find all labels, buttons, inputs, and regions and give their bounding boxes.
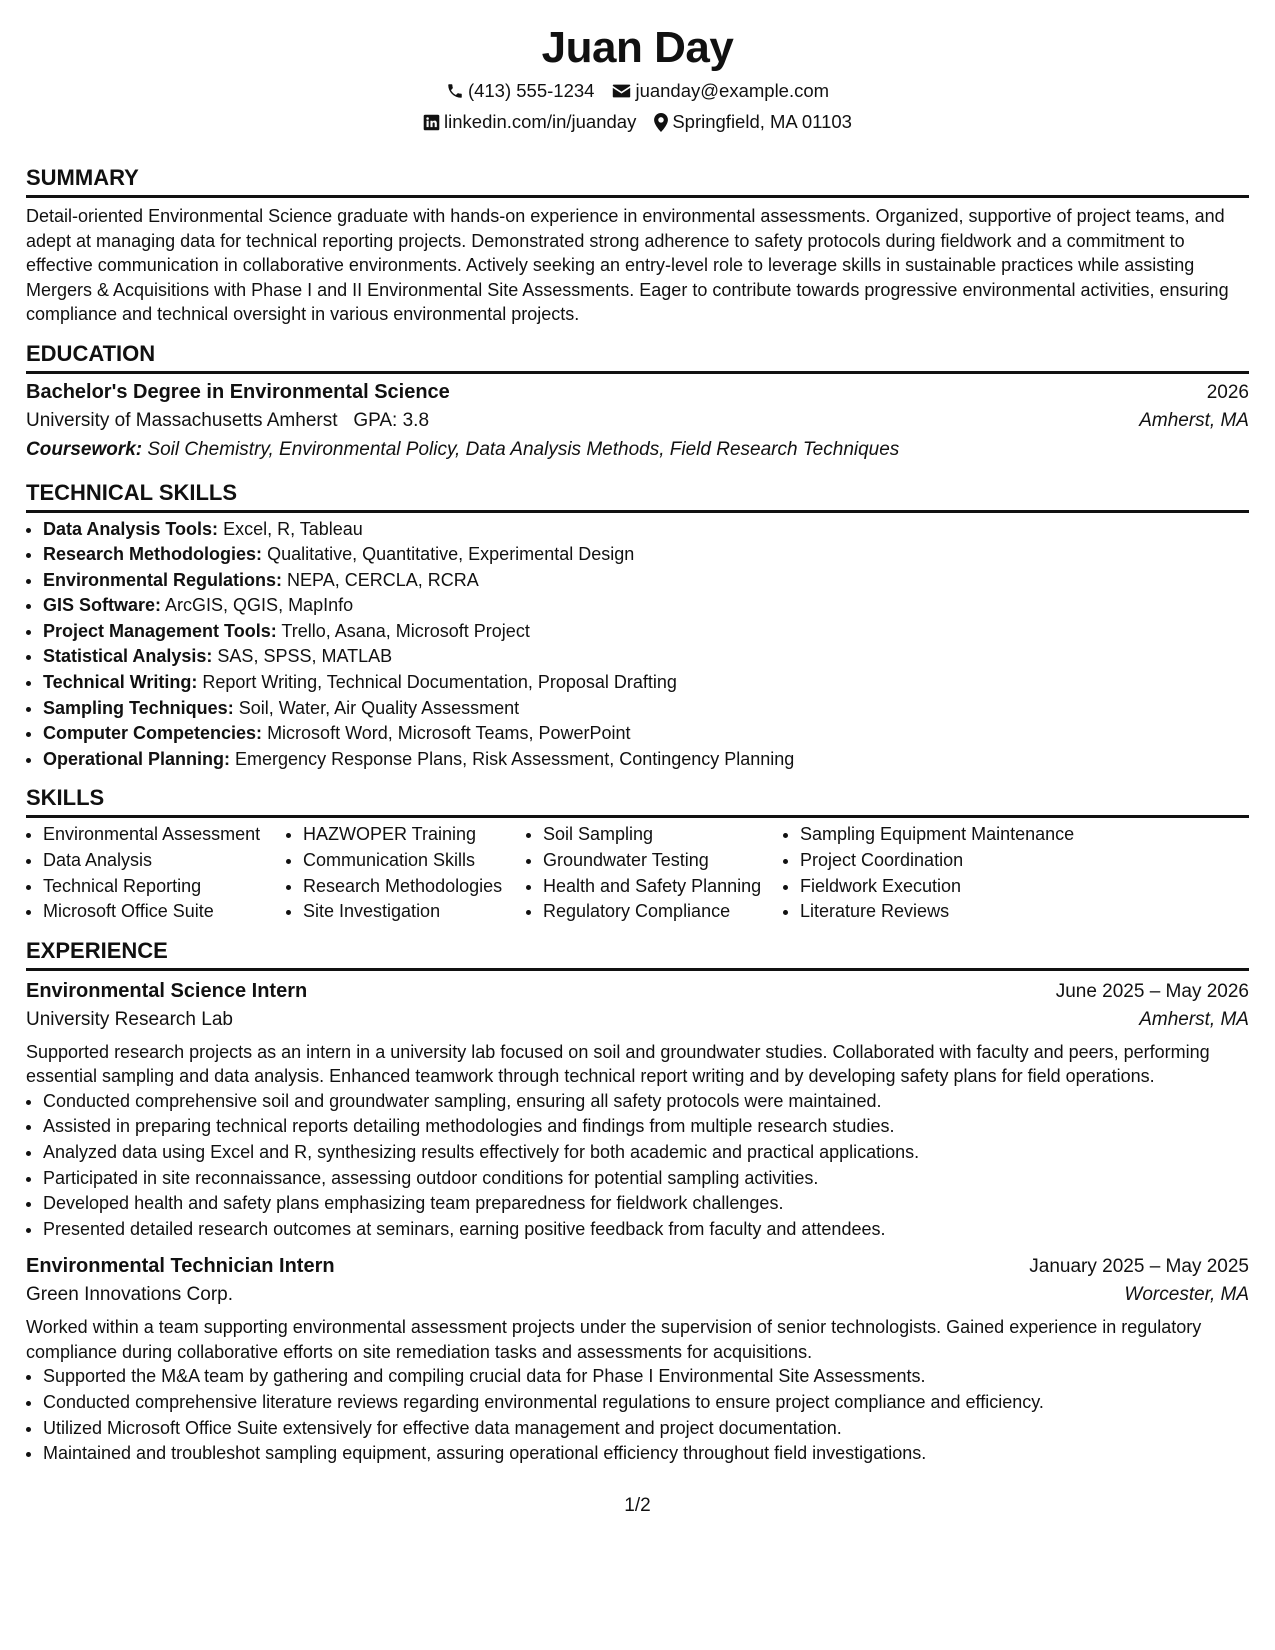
skill-values: Excel, R, Tableau: [223, 518, 363, 539]
list-item: • Supported the M&A team by gathering and compiling crucial data for Phase I Environmental Site Assessments.: [43, 1364, 1249, 1390]
experience-section: [26, 937, 1249, 1467]
section-title-technical-skills: TECHNICAL SKILLS: [26, 479, 1249, 513]
technical-skills-list: [26, 517, 1249, 773]
section-title-education: EDUCATION: [26, 340, 1249, 374]
list-item: [43, 619, 1249, 645]
list-item: [43, 696, 1249, 722]
contact-location: [654, 110, 852, 134]
skill-values: ArcGIS, QGIS, MapInfo: [165, 595, 354, 616]
list-item: • Conducted comprehensive literature reviews regarding environmental regulations to ensure project compliance and efficiency.: [43, 1390, 1249, 1416]
skill-category: Data Analysis Tools:: [43, 518, 219, 539]
email-link[interactable]: juanday@example.com: [635, 80, 830, 101]
list-item: • Regulatory Compliance: [543, 899, 783, 925]
job-company: Green Innovations Corp.: [26, 1284, 234, 1306]
list-item: • Developed health and safety plans emphasizing team preparedness for fieldwork challenges.: [43, 1191, 1249, 1217]
list-item: • Communication Skills: [303, 848, 526, 874]
contact-email[interactable]: [612, 79, 829, 103]
list-item: [43, 721, 1249, 747]
section-title-skills: SKILLS: [26, 784, 1249, 818]
list-item: [43, 568, 1249, 594]
list-item: • Technical Reporting: [43, 874, 286, 900]
contact-linkedin[interactable]: [423, 110, 636, 134]
job-company-row: [26, 1006, 1249, 1034]
candidate-name: Juan Day: [541, 23, 734, 72]
list-item: • Participated in site reconnaissance, assessing outdoor conditions for potential sampling activities.: [43, 1166, 1249, 1192]
job-summary: Worked within a team supporting environmental assessment projects under the supervision of senior technologists. Gained experience in regulatory compliance during collaborative efforts on site remediation tasks and assessments for acquisitions.: [26, 1317, 1202, 1362]
list-item: • Groundwater Testing: [543, 848, 783, 874]
skill-category: GIS Software:: [43, 595, 162, 616]
job-entry: [26, 1252, 1249, 1466]
skills-grid: [26, 822, 1249, 924]
skill-values: Microsoft Word, Microsoft Teams, PowerPoint: [267, 723, 631, 744]
list-item: • Health and Safety Planning: [543, 874, 783, 900]
skill-category: Technical Writing:: [43, 672, 198, 693]
list-item: • Literature Reviews: [800, 899, 1100, 925]
map-pin-icon: [654, 113, 668, 132]
coursework-list: Soil Chemistry, Environmental Policy, Data Analysis Methods, Field Research Techniques: [147, 438, 900, 460]
skills-column-2: [286, 822, 526, 924]
list-item: [43, 644, 1249, 670]
list-item: [43, 593, 1249, 619]
skill-values: Report Writing, Technical Documentation, Proposal Drafting: [202, 672, 677, 693]
skill-values: Qualitative, Quantitative, Experimental Design: [267, 544, 635, 565]
skill-category: Project Management Tools:: [43, 620, 277, 641]
skill-category: Statistical Analysis:: [43, 646, 213, 667]
skills-column-3: [526, 822, 783, 924]
school-name: University of Massachusetts Amherst: [26, 409, 338, 431]
education-header-row: [26, 378, 1249, 407]
job-location: Amherst, MA: [1139, 1008, 1249, 1030]
phone-icon: [446, 82, 464, 100]
resume-page: [26, 22, 1249, 1467]
education-section: [26, 340, 1249, 465]
list-item: • Fieldwork Execution: [800, 874, 1100, 900]
list-item: [43, 670, 1249, 696]
skill-category: Research Methodologies:: [43, 544, 263, 565]
technical-skills-section: [26, 479, 1249, 773]
job-title: Environmental Technician Intern: [26, 1255, 335, 1278]
list-item: • Maintained and troubleshot sampling equipment, assuring operational efficiency throughout field investigations.: [43, 1441, 1249, 1467]
skill-values: Soil, Water, Air Quality Assessment: [238, 697, 520, 718]
page-number: 1/2: [624, 1495, 651, 1516]
section-title-experience: EXPERIENCE: [26, 937, 1249, 971]
degree-title: Bachelor's Degree in Environmental Science: [26, 380, 450, 403]
list-item: • HAZWOPER Training: [303, 822, 526, 848]
job-summary: Supported research projects as an intern in a university lab focused on soil and groundwater studies. Collaborated with faculty and peers, performing essential sampling and data analysis. Enhanced teamwork through technical report writing and by developing safety plans for field operations.: [26, 1041, 1210, 1087]
coursework-label: Coursework:: [26, 438, 143, 460]
section-title-summary: SUMMARY: [26, 164, 1249, 198]
school-line: [26, 407, 429, 435]
list-item: • Site Investigation: [303, 899, 526, 925]
list-item: [43, 747, 1249, 773]
job-company: University Research Lab: [26, 1008, 233, 1030]
job-bullets: [26, 1364, 1249, 1466]
resume-header: [26, 22, 1249, 134]
contact-phone: [446, 79, 595, 103]
list-item: • Data Analysis: [43, 848, 286, 874]
gpa: GPA: 3.8: [353, 409, 430, 431]
skill-category: Sampling Techniques:: [43, 697, 234, 718]
linkedin-icon: [423, 114, 440, 131]
list-item: • Microsoft Office Suite: [43, 899, 286, 925]
contact-row-1: [26, 79, 1249, 103]
job-title: Environmental Science Intern: [26, 979, 308, 1002]
list-item: • Presented detailed research outcomes at seminars, earning positive feedback from faculty and attendees.: [43, 1217, 1249, 1243]
job-dates: January 2025 – May 2025: [1029, 1256, 1249, 1278]
skills-column-4: [783, 822, 1100, 924]
list-item: • Assisted in preparing technical reports detailing methodologies and findings from multiple research studies.: [43, 1114, 1249, 1140]
linkedin-link[interactable]: linkedin.com/in/juanday: [444, 111, 637, 132]
skill-values: Trello, Asana, Microsoft Project: [281, 620, 530, 641]
job-location: Worcester, MA: [1124, 1284, 1249, 1306]
skills-section: [26, 784, 1249, 924]
job-dates: June 2025 – May 2026: [1055, 980, 1249, 1002]
list-item: • Analyzed data using Excel and R, synthesizing results effectively for both academic and practical applications.: [43, 1140, 1249, 1166]
list-item: • Environmental Assessment: [43, 822, 286, 848]
school-location: Amherst, MA: [1139, 409, 1249, 431]
skill-category: Computer Competencies:: [43, 723, 263, 744]
job-company-row: [26, 1281, 1249, 1309]
summary-section: [26, 164, 1249, 327]
graduation-year: 2026: [1206, 381, 1249, 403]
list-item: [43, 542, 1249, 568]
list-item: • Conducted comprehensive soil and groundwater sampling, ensuring all safety protocols were maintained.: [43, 1089, 1249, 1115]
list-item: [43, 517, 1249, 543]
skill-values: Emergency Response Plans, Risk Assessment, Contingency Planning: [235, 748, 795, 769]
list-item: • Research Methodologies: [303, 874, 526, 900]
coursework-line: [26, 435, 1249, 465]
job-entry: [26, 977, 1249, 1243]
location-text: Springfield, MA 01103: [672, 111, 852, 132]
skill-category: Operational Planning:: [43, 748, 231, 769]
job-header-row: [26, 1252, 1249, 1281]
envelope-icon: [612, 83, 631, 99]
education-school-row: [26, 407, 1249, 435]
list-item: • Soil Sampling: [543, 822, 783, 848]
list-item: • Project Coordination: [800, 848, 1100, 874]
phone-text: (413) 555-1234: [467, 80, 595, 101]
job-bullets: [26, 1089, 1249, 1243]
skill-values: SAS, SPSS, MATLAB: [217, 646, 393, 667]
list-item: • Sampling Equipment Maintenance: [800, 822, 1100, 848]
contact-row-2: [26, 110, 1249, 134]
skill-category: Environmental Regulations:: [43, 569, 283, 590]
summary-text: Detail-oriented Environmental Science graduate with hands-on experience in environmental assessments. Organized, supportive of project teams, and adept at managing data for technical reporting projects. Demonstrated strong adherence to safety protocols during fieldwork and a commitment to effective communication in collaborative environments. Actively seeking an entry-level role to leverage skills in sustainable practices while assisting Mergers & Acquisitions with Phase I and II Environmental Site Assessments. Eager to contribute towards progressive environmental activities, ensuring compliance and technical oversight in various environmental projects.: [26, 206, 1229, 324]
skill-values: NEPA, CERCLA, RCRA: [287, 569, 479, 590]
job-header-row: [26, 977, 1249, 1006]
list-item: • Utilized Microsoft Office Suite extensively for effective data management and project documentation.: [43, 1416, 1249, 1442]
skills-column-1: [26, 822, 286, 924]
